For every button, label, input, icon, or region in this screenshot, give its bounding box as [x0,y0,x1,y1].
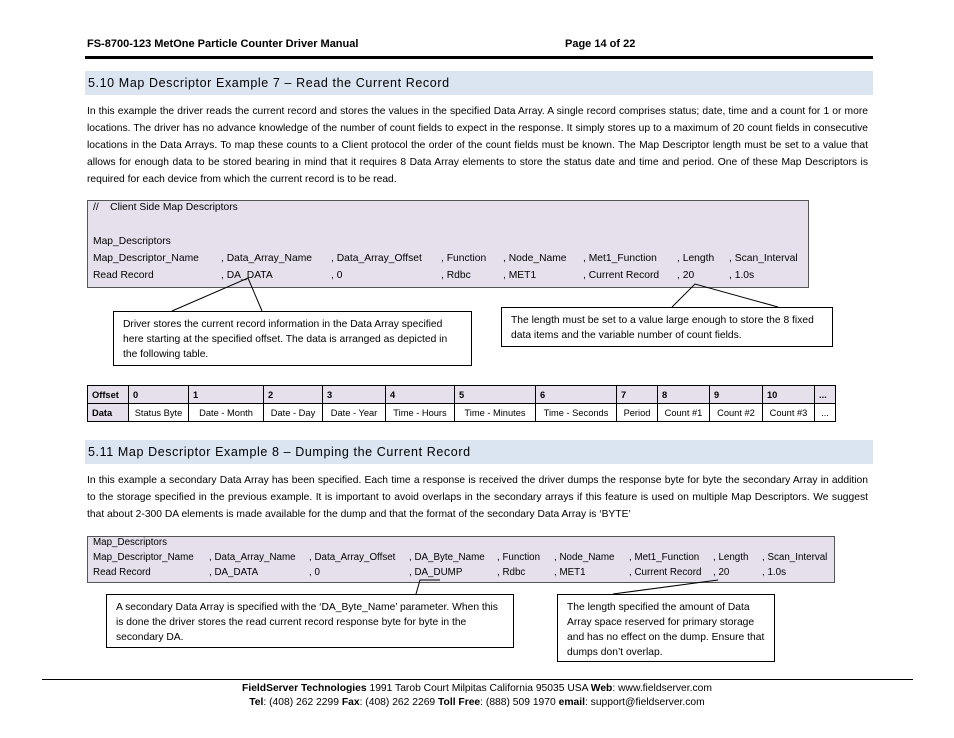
code-header-cell: , Met1_Function [629,552,700,563]
table-cell: ... [815,386,836,404]
page-number: Page 14 of 22 [565,38,636,50]
code-value-cell: Read Record [93,567,151,578]
table-cell: Time - Minutes [455,404,536,422]
table-cell: Time - Seconds [536,404,617,422]
code-header-cell: , Node_Name [503,253,567,264]
table-cell: 4 [386,386,455,404]
code-header-cell: , Met1_Function [583,253,657,264]
footer-line-2 [0,697,954,708]
code-value-cell: , 0 [309,567,320,578]
table-cell: Date - Month [189,404,264,422]
table-cell: 10 [763,386,815,404]
callout-length-dump: The length specified the amount of Data Array space reserved for primary storage and has no effect on the dump. Ensure that dumps don’t overlap. [557,594,775,662]
table-cell: 5 [455,386,536,404]
email-link[interactable]: : support@fieldserver.com [584,697,705,708]
code-header-cell: , Data_Array_Name [221,253,312,264]
connector-line [672,284,778,307]
connector-line [172,278,262,311]
table-cell: 6 [536,386,617,404]
code-value-cell: Read Record [93,270,154,281]
table-cell: 2 [264,386,323,404]
table-cell: ... [815,404,836,422]
section-5-11-paragraph: In this example a secondary Data Array has been specified. Each time a response is received the driver dumps the response byte for byte the secondary Array in addition to the storage specified in the previous example. It is important to avoid overlaps in the secondary arrays if this feature is used on multiple Map Descriptors. We suggest that about 2-300 DA elements is made available for the dump and that the format of the secondary Data Array is ‘BYTE’ [87,475,868,520]
tollfree-label: Toll Free [438,697,481,708]
table-cell: Status Byte [129,404,189,422]
table-cell: Count #1 [658,404,710,422]
email-label: email [558,697,585,708]
table-cell: Date - Day [264,404,323,422]
code-header-cell: , Function [441,253,487,264]
tel-label: Tel [249,697,264,708]
tel-value: : (408) 262 2299 [263,697,342,708]
table-cell: Period [617,404,658,422]
code-header-cell: Map_Descriptor_Name [93,552,194,563]
code-section-label: Map_Descriptors [93,537,168,548]
document-title: FS-8700-123 MetOne Particle Counter Driver Manual [87,38,359,50]
table-cell: Count #3 [763,404,815,422]
table-cell: Date - Year [323,404,386,422]
company-name: FieldServer Technologies [242,683,367,694]
footer-rule [42,679,913,680]
table-cell: Data [88,404,129,422]
connector-line [416,580,440,594]
code-value-cell: , DA_DUMP [409,567,463,578]
code-header-cell: , Length [677,253,715,264]
code-value-cell: , MET1 [503,270,537,281]
code-header-cell: , Scan_Interval [762,552,828,563]
table-cell: Count #2 [710,404,763,422]
code-header-cell: Map_Descriptor_Name [93,253,199,264]
code-value-cell: , Rdbc [497,567,526,578]
code-value-cell: , 20 [713,567,730,578]
fax-value: : (408) 262 2269 [359,697,439,708]
code-value-cell: , Current Record [583,270,660,281]
code-header-cell: , DA_Byte_Name [409,552,485,563]
section-heading-5-10: 5.10 Map Descriptor Example 7 – Read the Current Record [88,76,450,90]
web-link[interactable]: : www.fieldserver.com [612,683,712,694]
code-header-cell: , Node_Name [554,552,615,563]
code-value-cell: , 0 [331,270,343,281]
table-cell: 9 [710,386,763,404]
code-value-cell: , 1.0s [729,270,755,281]
code-value-cell: , DA_DATA [209,567,259,578]
code-value-cell: , DA_DATA [221,270,273,281]
callout-secondary-array: A secondary Data Array is specified with the ‘DA_Byte_Name’ parameter. When this is done the driver stores the read current record response byte for byte in the secondary DA. [106,594,514,648]
code-value-cell: , Rdbc [441,270,471,281]
table-cell: 8 [658,386,710,404]
table-cell: 0 [129,386,189,404]
connector-line [613,580,718,594]
code-header-cell: , Length [713,552,749,563]
table-cell: 3 [323,386,386,404]
code-header-cell: , Scan_Interval [729,253,798,264]
footer-line-1 [0,683,954,694]
code-section-label: Map_Descriptors [93,236,171,247]
web-label: Web [590,683,613,694]
code-header-cell: , Data_Array_Name [209,552,296,563]
code-value-cell: , 20 [677,270,695,281]
section-heading-5-11: 5.11 Map Descriptor Example 8 – Dumping the Current Record [88,445,471,459]
code-header-cell: , Function [497,552,541,563]
code-header-cell: , Data_Array_Offset [331,253,422,264]
company-address: 1991 Tarob Court Milpitas California 95035 USA [366,683,591,694]
table-cell: 7 [617,386,658,404]
table-cell: 1 [189,386,264,404]
callout-data-array: Driver stores the current record information in the Data Array specified here starting at the specified offset. The data is arranged as depicted in the following table. [113,311,472,366]
callout-length: The length must be set to a value large enough to store the 8 fixed data items and the variable number of count fields. [501,307,833,347]
code-value-cell: , MET1 [554,567,586,578]
table-cell: Time - Hours [386,404,455,422]
code-comment: // Client Side Map Descriptors [93,202,238,213]
fax-label: Fax [341,697,360,708]
code-header-cell: , Data_Array_Offset [309,552,396,563]
section-5-10-paragraph: In this example the driver reads the current record and stores the values in the specified Data Array. A single record comprises status; date, time and a count for 1 or more locations. The driver has no advance knowledge of the number of count fields to expect in the response. It simply stores up to a maximum of 20 count fields in consecutive locations in the Data Arrays. To map these counts to a Client protocol the order of the count fields must be known. The Map Descriptor length must be set to a value that allows for enough data to be stored bearing in mind that it requires 8 Data Array elements to store the status date and time and period. One of these Map Descriptors is required for each device from which the current record is to be read. [87,106,868,185]
code-value-cell: , Current Record [629,567,702,578]
code-value-cell: , 1.0s [762,567,786,578]
tollfree-value: : (888) 509 1970 [480,697,559,708]
table-cell: Offset [88,386,129,404]
